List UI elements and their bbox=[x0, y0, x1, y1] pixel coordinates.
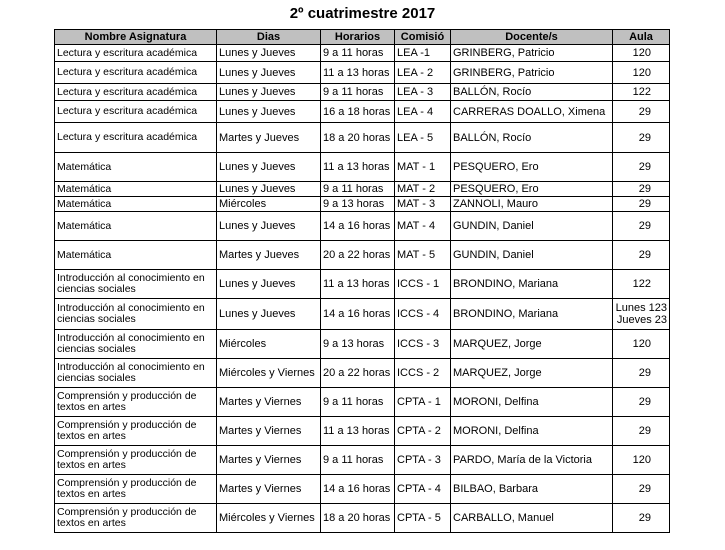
cell-subject: Lectura y escritura académica bbox=[55, 101, 217, 123]
cell-subject: Matemática bbox=[55, 153, 217, 182]
header-row bbox=[55, 30, 670, 45]
cell-hours: 9 a 13 horas bbox=[321, 197, 395, 212]
table-row bbox=[55, 417, 670, 446]
cell-room: 29 bbox=[613, 101, 670, 123]
cell-commission: LEA - 2 bbox=[395, 62, 451, 84]
cell-hours: 20 a 22 horas bbox=[321, 359, 395, 388]
cell-days: Lunes y Jueves bbox=[217, 45, 321, 62]
cell-days: Miércoles y Viernes bbox=[217, 359, 321, 388]
cell-days: Martes y Jueves bbox=[217, 241, 321, 270]
cell-commission: CPTA - 2 bbox=[395, 417, 451, 446]
cell-teacher: MARQUEZ, Jorge bbox=[451, 330, 613, 359]
table-row bbox=[55, 153, 670, 182]
cell-days: Martes y Viernes bbox=[217, 446, 321, 475]
table-row bbox=[55, 270, 670, 299]
cell-days: Martes y Viernes bbox=[217, 388, 321, 417]
cell-days: Lunes y Jueves bbox=[217, 84, 321, 101]
cell-room-line: Jueves 23 bbox=[616, 314, 667, 326]
cell-hours: 11 a 13 horas bbox=[321, 270, 395, 299]
cell-subject: Introducción al conocimiento en ciencias sociales bbox=[55, 270, 217, 299]
cell-hours: 18 a 20 horas bbox=[321, 504, 395, 533]
cell-commission: CPTA - 1 bbox=[395, 388, 451, 417]
cell-days: Miércoles bbox=[217, 197, 321, 212]
cell-room: 122 bbox=[613, 270, 670, 299]
cell-subject: Matemática bbox=[55, 197, 217, 212]
cell-teacher: BILBAO, Barbara bbox=[451, 475, 613, 504]
cell-teacher: BALLÓN, Rocío bbox=[451, 123, 613, 153]
table-row bbox=[55, 123, 670, 153]
cell-hours: 11 a 13 horas bbox=[321, 417, 395, 446]
cell-room: 29 bbox=[613, 417, 670, 446]
cell-commission: LEA - 5 bbox=[395, 123, 451, 153]
cell-teacher: PESQUERO, Ero bbox=[451, 153, 613, 182]
cell-days: Miércoles y Viernes bbox=[217, 504, 321, 533]
cell-room: 120 bbox=[613, 446, 670, 475]
cell-days: Martes y Viernes bbox=[217, 475, 321, 504]
cell-room: 29 bbox=[613, 241, 670, 270]
cell-commission: ICCS - 2 bbox=[395, 359, 451, 388]
cell-commission: CPTA - 5 bbox=[395, 504, 451, 533]
cell-room: 29 bbox=[613, 212, 670, 241]
cell-teacher: GUNDIN, Daniel bbox=[451, 241, 613, 270]
cell-teacher: GUNDIN, Daniel bbox=[451, 212, 613, 241]
cell-days: Martes y Jueves bbox=[217, 123, 321, 153]
cell-teacher: PARDO, María de la Victoria bbox=[451, 446, 613, 475]
cell-commission: MAT - 4 bbox=[395, 212, 451, 241]
table-row bbox=[55, 388, 670, 417]
cell-subject: Comprensión y producción de textos en artes bbox=[55, 417, 217, 446]
cell-days: Lunes y Jueves bbox=[217, 182, 321, 197]
cell-teacher: MORONI, Delfina bbox=[451, 417, 613, 446]
cell-commission: CPTA - 4 bbox=[395, 475, 451, 504]
cell-days: Lunes y Jueves bbox=[217, 153, 321, 182]
column-header-room: Aula bbox=[613, 30, 670, 45]
cell-teacher: GRINBERG, Patricio bbox=[451, 45, 613, 62]
table-row bbox=[55, 446, 670, 475]
cell-room: 120 bbox=[613, 45, 670, 62]
cell-hours: 18 a 20 horas bbox=[321, 123, 395, 153]
column-header-commission: Comisió bbox=[395, 30, 451, 45]
table-row bbox=[55, 101, 670, 123]
cell-hours: 16 a 18 horas bbox=[321, 101, 395, 123]
cell-subject: Introducción al conocimiento en ciencias sociales bbox=[55, 359, 217, 388]
cell-teacher: MARQUEZ, Jorge bbox=[451, 359, 613, 388]
cell-commission: CPTA - 3 bbox=[395, 446, 451, 475]
cell-teacher: BRONDINO, Mariana bbox=[451, 299, 613, 330]
cell-room: 29 bbox=[613, 197, 670, 212]
cell-hours: 20 a 22 horas bbox=[321, 241, 395, 270]
cell-teacher: BRONDINO, Mariana bbox=[451, 270, 613, 299]
cell-subject: Comprensión y producción de textos en artes bbox=[55, 446, 217, 475]
cell-days: Lunes y Jueves bbox=[217, 212, 321, 241]
cell-hours: 9 a 11 horas bbox=[321, 84, 395, 101]
cell-hours: 9 a 11 horas bbox=[321, 182, 395, 197]
column-header-hours: Horarios bbox=[321, 30, 395, 45]
table-row bbox=[55, 330, 670, 359]
cell-hours: 11 a 13 horas bbox=[321, 62, 395, 84]
cell-subject: Lectura y escritura académica bbox=[55, 45, 217, 62]
table-row bbox=[55, 62, 670, 84]
cell-days: Lunes y Jueves bbox=[217, 299, 321, 330]
cell-room: 29 bbox=[613, 388, 670, 417]
column-header-teacher: Docente/s bbox=[451, 30, 613, 45]
cell-days: Lunes y Jueves bbox=[217, 270, 321, 299]
cell-room: 122 bbox=[613, 84, 670, 101]
cell-teacher: ZANNOLI, Mauro bbox=[451, 197, 613, 212]
cell-commission: ICCS - 4 bbox=[395, 299, 451, 330]
page-title: 2º cuatrimestre 2017 bbox=[289, 5, 436, 22]
cell-subject: Lectura y escritura académica bbox=[55, 84, 217, 101]
table-row bbox=[55, 182, 670, 197]
cell-commission: LEA -1 bbox=[395, 45, 451, 62]
cell-room: 120 bbox=[613, 62, 670, 84]
cell-room: 29 bbox=[613, 504, 670, 533]
cell-room-line: Lunes 123 bbox=[615, 302, 667, 314]
cell-days: Miércoles bbox=[217, 330, 321, 359]
cell-hours: 9 a 11 horas bbox=[321, 388, 395, 417]
cell-hours: 14 a 16 horas bbox=[321, 475, 395, 504]
cell-hours: 9 a 13 horas bbox=[321, 330, 395, 359]
cell-hours: 14 a 16 horas bbox=[321, 212, 395, 241]
cell-commission: LEA - 4 bbox=[395, 101, 451, 123]
cell-commission: MAT - 3 bbox=[395, 197, 451, 212]
table-row bbox=[55, 45, 670, 62]
cell-commission: ICCS - 3 bbox=[395, 330, 451, 359]
cell-subject: Comprensión y producción de textos en artes bbox=[55, 475, 217, 504]
cell-commission: MAT - 2 bbox=[395, 182, 451, 197]
cell-room: 29 bbox=[613, 475, 670, 504]
cell-subject: Lectura y escritura académica bbox=[55, 62, 217, 84]
cell-subject: Comprensión y producción de textos en artes bbox=[55, 504, 217, 533]
table-row bbox=[55, 299, 670, 330]
schedule-table bbox=[54, 29, 670, 533]
column-header-days: Dias bbox=[217, 30, 321, 45]
cell-days: Lunes y Jueves bbox=[217, 62, 321, 84]
cell-subject: Lectura y escritura académica bbox=[55, 123, 217, 153]
table-row bbox=[55, 84, 670, 101]
cell-subject: Introducción al conocimiento en ciencias sociales bbox=[55, 330, 217, 359]
cell-room: 29 bbox=[613, 123, 670, 153]
cell-hours: 9 a 11 horas bbox=[321, 45, 395, 62]
cell-subject: Matemática bbox=[55, 212, 217, 241]
cell-days: Lunes y Jueves bbox=[217, 101, 321, 123]
cell-room: 29 bbox=[613, 359, 670, 388]
table-row bbox=[55, 241, 670, 270]
cell-commission: MAT - 1 bbox=[395, 153, 451, 182]
cell-room: 29 bbox=[613, 153, 670, 182]
cell-teacher: CARRERAS DOALLO, Ximena bbox=[451, 101, 613, 123]
cell-days: Martes y Viernes bbox=[217, 417, 321, 446]
table-row bbox=[55, 197, 670, 212]
cell-teacher: CARBALLO, Manuel bbox=[451, 504, 613, 533]
cell-room bbox=[613, 299, 670, 330]
cell-teacher: PESQUERO, Ero bbox=[451, 182, 613, 197]
table-row bbox=[55, 359, 670, 388]
cell-room: 29 bbox=[613, 182, 670, 197]
table-row bbox=[55, 504, 670, 533]
cell-hours: 14 a 16 horas bbox=[321, 299, 395, 330]
table-row bbox=[55, 212, 670, 241]
cell-subject: Matemática bbox=[55, 241, 217, 270]
cell-teacher: MORONI, Delfina bbox=[451, 388, 613, 417]
column-header-subject: Nombre Asignatura bbox=[55, 30, 217, 45]
cell-subject: Introducción al conocimiento en ciencias sociales bbox=[55, 299, 217, 330]
cell-commission: LEA - 3 bbox=[395, 84, 451, 101]
cell-hours: 11 a 13 horas bbox=[321, 153, 395, 182]
table-row bbox=[55, 475, 670, 504]
cell-commission: ICCS - 1 bbox=[395, 270, 451, 299]
cell-teacher: GRINBERG, Patricio bbox=[451, 62, 613, 84]
cell-subject: Matemática bbox=[55, 182, 217, 197]
cell-teacher: BALLÓN, Rocío bbox=[451, 84, 613, 101]
cell-room: 120 bbox=[613, 330, 670, 359]
cell-hours: 9 a 11 horas bbox=[321, 446, 395, 475]
cell-commission: MAT - 5 bbox=[395, 241, 451, 270]
cell-subject: Comprensión y producción de textos en artes bbox=[55, 388, 217, 417]
